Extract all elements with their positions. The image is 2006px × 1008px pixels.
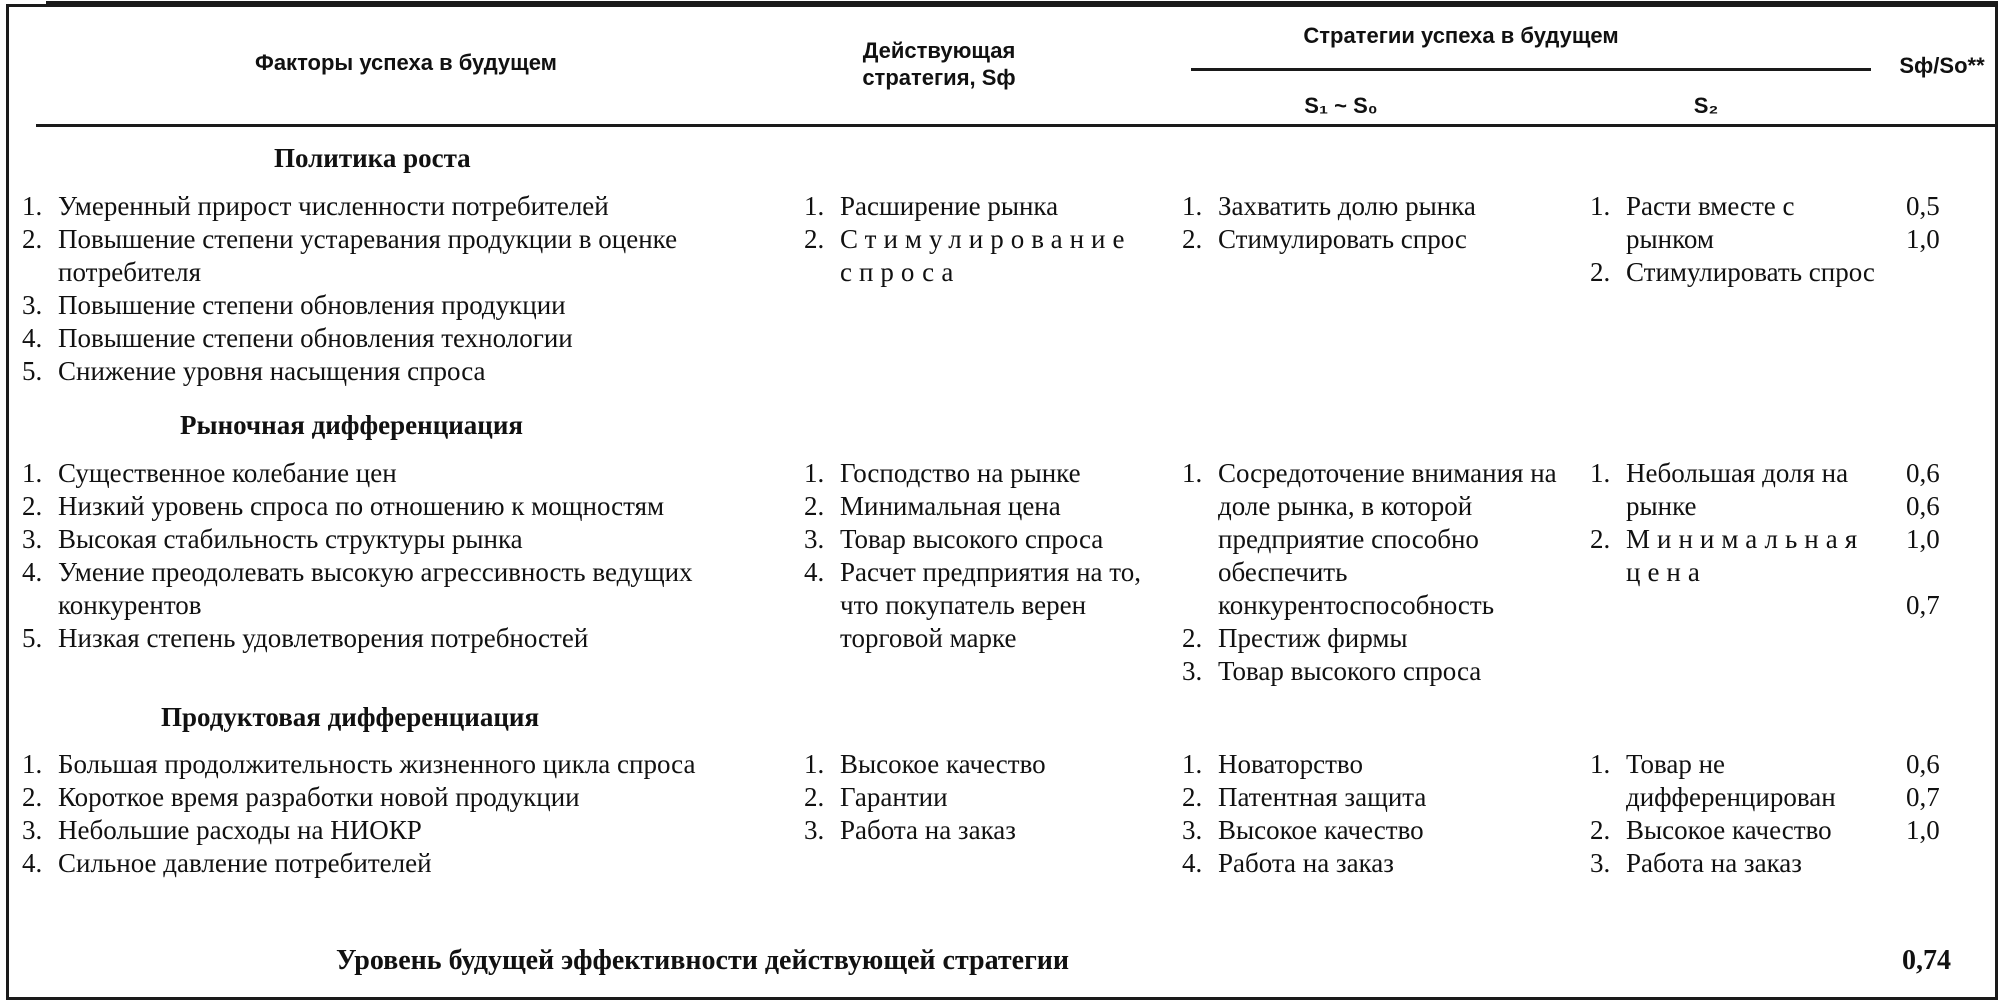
header-rule — [36, 124, 1998, 127]
growth-ratios — [1906, 190, 1966, 256]
ratio-value: 0,7 — [1906, 782, 1940, 812]
header-s2: S₂ — [1693, 93, 1719, 118]
header-factors: Факторы успеха в будущем — [255, 50, 557, 75]
header-ratio: Sф/Sо** — [1899, 53, 1985, 78]
list-item: 2. Низкий уровень спроса по отношению к мощностям — [22, 491, 665, 521]
list-item: 2. Минимальная цена — [804, 491, 1061, 521]
market-current-list — [804, 457, 1166, 655]
header-future-strategies: Стратегии успеха в будущем — [1303, 23, 1619, 48]
list-item: 2. Минимальная цена — [1590, 524, 1865, 587]
market-s1-list — [1182, 457, 1578, 688]
list-item: 1. Расширение рынка — [804, 191, 1059, 221]
list-item: 2. Короткое время разработки новой продукции — [22, 782, 580, 812]
list-item: 1. Умеренный прирост численности потребителей — [22, 191, 609, 221]
ratio-value: 0,6 — [1906, 458, 1940, 488]
market-s2-list — [1590, 457, 1880, 589]
footer-value: 0,74 — [1902, 945, 1951, 976]
list-item: 4. Работа на заказ — [1182, 848, 1394, 878]
list-item: 3. Работа на заказ — [1590, 848, 1802, 878]
list-item: 1. Захватить долю рынка — [1182, 191, 1476, 221]
list-item: 2. Повышение степени устаревания продукции в оценке потребителя — [22, 224, 678, 287]
market-ratios — [1906, 457, 1966, 622]
ratio-value: 0,6 — [1906, 491, 1940, 521]
header-current-strategy — [814, 37, 1064, 91]
section-title-market: Рыночная дифференциация — [180, 410, 524, 440]
growth-s1-list — [1182, 190, 1578, 256]
list-item: 1. Существенное колебание цен — [22, 458, 397, 488]
list-item: 4. Сильное давление потребителей — [22, 848, 432, 878]
list-item: 3. Высокая стабильность структуры рынка — [22, 524, 523, 554]
header-s1: S₁ ~ S₀ — [1304, 93, 1378, 118]
ratio-value: 0,7 — [1906, 590, 1940, 620]
growth-factors-list — [22, 190, 792, 388]
strategy-table — [6, 4, 1998, 1000]
growth-s2-list — [1590, 190, 1880, 289]
list-item: 3. Товар высокого спроса — [1182, 656, 1482, 686]
header-current-strategy-line1: Действующая — [862, 38, 1016, 63]
list-item: 1. Господство на рынке — [804, 458, 1081, 488]
ratio-value: 1,0 — [1906, 224, 1940, 254]
list-item: 3. Повышение степени обновления продукции — [22, 290, 566, 320]
list-item: 2. Стимулировать спрос — [1590, 257, 1875, 287]
list-item: 2. Высокое качество — [1590, 815, 1832, 845]
growth-current-list — [804, 190, 1180, 289]
list-item: 1. Расти вместе с рынком — [1590, 191, 1795, 254]
list-item: 2. Стимулировать спрос — [1182, 224, 1467, 254]
list-item: 2. Престиж фирмы — [1182, 623, 1408, 653]
list-item: 5. Низкая степень удовлетворения потребностей — [22, 623, 589, 653]
list-item: 4. Повышение степени обновления технологии — [22, 323, 573, 353]
list-item: 1. Новаторство — [1182, 749, 1363, 779]
list-item: 1. Небольшая доля на рынке — [1590, 458, 1849, 521]
list-item: 5. Снижение уровня насыщения спроса — [22, 356, 486, 386]
table-top-border — [46, 1, 1998, 4]
ratio-value: 0,6 — [1906, 749, 1940, 779]
section-title-product: Продуктовая дифференциация — [161, 702, 540, 732]
list-item: 3. Работа на заказ — [804, 815, 1016, 845]
ratio-value — [1906, 556, 1966, 589]
list-item: 2. Стимулирование спроса — [804, 224, 1132, 287]
header-subrule — [1191, 68, 1871, 71]
footer-label: Уровень будущей эффективности действующей стратегии — [336, 945, 1070, 976]
ratio-value: 0,5 — [1906, 191, 1940, 221]
list-item: 1. Большая продолжительность жизненного цикла спроса — [22, 749, 696, 779]
list-item: 4. Расчет предприятия на то, что покупатель верен торговой марке — [804, 557, 1141, 653]
list-item: 1. Сосредоточение внимания на доле рынка, в которой предприятие способно обеспечить конкурентоспособность — [1182, 458, 1557, 620]
market-factors-list — [22, 457, 792, 655]
ratio-value: 1,0 — [1906, 524, 1940, 554]
product-s2-list — [1590, 748, 1880, 880]
list-item: 3. Товар высокого спроса — [804, 524, 1104, 554]
list-item: 4. Умение преодолевать высокую агрессивность ведущих конкурентов — [22, 557, 693, 620]
list-item: 3. Небольшие расходы на НИОКР — [22, 815, 422, 845]
list-item: 2. Патентная защита — [1182, 782, 1427, 812]
list-item: 1. Высокое качество — [804, 749, 1046, 779]
list-item: 2. Гарантии — [804, 782, 948, 812]
section-title-growth: Политика роста — [274, 143, 471, 173]
ratio-value: 1,0 — [1906, 815, 1940, 845]
header-current-strategy-line2: стратегия, Sф — [862, 65, 1016, 90]
product-s1-list — [1182, 748, 1578, 880]
list-item: 3. Высокое качество — [1182, 815, 1424, 845]
list-item: 1. Товар не дифференцирован — [1590, 749, 1836, 812]
product-factors-list — [22, 748, 792, 880]
product-current-list — [804, 748, 1166, 847]
product-ratios — [1906, 748, 1966, 847]
